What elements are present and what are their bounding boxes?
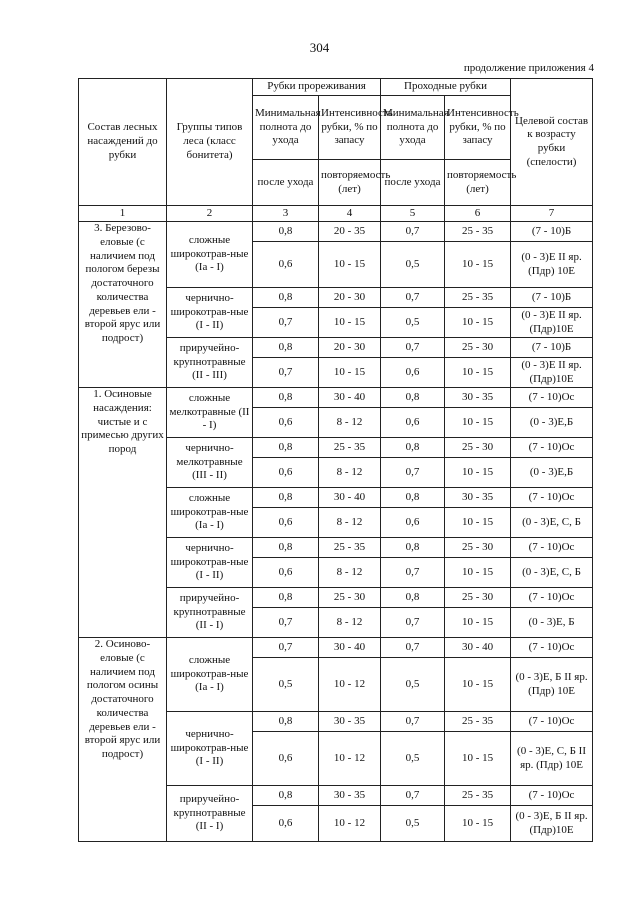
stand-composition-cell: 2. Осиново-еловые (с наличием под пологом осины достаточного количества деревьев ели - второй ярус или подрост)	[79, 638, 167, 842]
forest-type-cell: чернично-широкотрав-ные (I - II)	[167, 288, 253, 338]
forest-care-table	[78, 78, 593, 842]
min-density-2-cell: 0,5	[381, 806, 445, 842]
intensity-2-cell: 25 - 30	[445, 588, 511, 608]
header-min-density: Минимальная полнота до ухода	[253, 96, 319, 160]
intensity-cell: 20 - 30	[319, 338, 381, 358]
min-density-2-cell: 0,8	[381, 488, 445, 508]
target-composition-cell: (7 - 10)Б	[511, 222, 593, 242]
forest-type-cell: приручейно-крупнотравные (II - I)	[167, 588, 253, 638]
min-density-cell: 0,7	[253, 308, 319, 338]
intensity-2-cell: 10 - 15	[445, 558, 511, 588]
target-composition-cell: (0 - 3)Е II яр.(Пдр)10Е	[511, 308, 593, 338]
header-thinning: Рубки прореживания	[253, 79, 381, 96]
intensity-2-cell: 30 - 35	[445, 488, 511, 508]
header-target: Целевой состав к возрасту рубки (спелости)	[511, 79, 593, 206]
target-composition-cell: (7 - 10)Ос	[511, 786, 593, 806]
forest-type-cell: приручейно-крупнотравные (II - III)	[167, 338, 253, 388]
col-number-5: 5	[381, 206, 445, 222]
intensity-cell: 10 - 15	[319, 358, 381, 388]
intensity-2-cell: 10 - 15	[445, 658, 511, 712]
header-after-care: после ухода	[253, 160, 319, 206]
intensity-cell: 10 - 12	[319, 806, 381, 842]
min-density-cell: 0,8	[253, 338, 319, 358]
intensity-cell: 25 - 30	[319, 588, 381, 608]
target-composition-cell: (0 - 3)Е,Б	[511, 458, 593, 488]
intensity-cell: 20 - 35	[319, 222, 381, 242]
min-density-cell: 0,7	[253, 638, 319, 658]
min-density-2-cell: 0,8	[381, 438, 445, 458]
target-composition-cell: (0 - 3)Е, Б II яр. (Пдр) 10Е	[511, 658, 593, 712]
min-density-2-cell: 0,7	[381, 608, 445, 638]
forest-type-cell: сложные широкотрав-ные (Iа - I)	[167, 488, 253, 538]
col-number-7: 7	[511, 206, 593, 222]
intensity-2-cell: 25 - 30	[445, 438, 511, 458]
target-composition-cell: (0 - 3)Е II яр.(Пдр)10Е	[511, 358, 593, 388]
header-intensity-2: Интенсивность рубки, % по запасу	[445, 96, 511, 160]
table-row	[79, 222, 593, 242]
forest-type-cell: сложные мелкотравные (II - I)	[167, 388, 253, 438]
forest-type-cell: чернично-широкотрав-ные (I - II)	[167, 538, 253, 588]
intensity-2-cell: 10 - 15	[445, 358, 511, 388]
continuation-note: продолжение приложения 4	[463, 62, 594, 74]
col-number-1: 1	[79, 206, 167, 222]
target-composition-cell: (7 - 10)Ос	[511, 588, 593, 608]
intensity-2-cell: 30 - 35	[445, 388, 511, 408]
intensity-2-cell: 25 - 35	[445, 712, 511, 732]
forest-type-cell: сложные широкотрав-ные (Iа - I)	[167, 638, 253, 712]
intensity-cell: 10 - 12	[319, 732, 381, 786]
target-composition-cell: (7 - 10)Ос	[511, 638, 593, 658]
min-density-cell: 0,8	[253, 222, 319, 242]
intensity-2-cell: 25 - 35	[445, 222, 511, 242]
col-number-4: 4	[319, 206, 381, 222]
min-density-2-cell: 0,7	[381, 458, 445, 488]
intensity-2-cell: 10 - 15	[445, 732, 511, 786]
col-number-6: 6	[445, 206, 511, 222]
min-density-cell: 0,8	[253, 388, 319, 408]
intensity-2-cell: 10 - 15	[445, 608, 511, 638]
min-density-2-cell: 0,7	[381, 338, 445, 358]
min-density-2-cell: 0,7	[381, 712, 445, 732]
intensity-cell: 20 - 30	[319, 288, 381, 308]
min-density-cell: 0,8	[253, 488, 319, 508]
min-density-2-cell: 0,8	[381, 538, 445, 558]
min-density-cell: 0,8	[253, 786, 319, 806]
intensity-2-cell: 10 - 15	[445, 458, 511, 488]
intensity-2-cell: 25 - 35	[445, 786, 511, 806]
intensity-2-cell: 10 - 15	[445, 308, 511, 338]
target-composition-cell: (7 - 10)Ос	[511, 388, 593, 408]
forest-type-cell: приручейно-крупнотравные (II - I)	[167, 786, 253, 842]
target-composition-cell: (7 - 10)Б	[511, 288, 593, 308]
min-density-cell: 0,6	[253, 242, 319, 288]
target-composition-cell: (7 - 10)Б	[511, 338, 593, 358]
min-density-cell: 0,8	[253, 438, 319, 458]
intensity-cell: 10 - 12	[319, 658, 381, 712]
target-composition-cell: (0 - 3)Е,Б	[511, 408, 593, 438]
min-density-2-cell: 0,7	[381, 786, 445, 806]
forest-type-cell: чернично-широкотрав-ные (I - II)	[167, 712, 253, 786]
min-density-2-cell: 0,6	[381, 358, 445, 388]
header-forest-type: Группы типов леса (класс бонитета)	[167, 79, 253, 206]
intensity-cell: 8 - 12	[319, 458, 381, 488]
min-density-2-cell: 0,5	[381, 732, 445, 786]
min-density-2-cell: 0,6	[381, 508, 445, 538]
intensity-cell: 30 - 35	[319, 712, 381, 732]
header-repeat: повторяемость (лет)	[319, 160, 381, 206]
intensity-cell: 25 - 35	[319, 438, 381, 458]
forest-type-cell: чернично-мелкотравные (III - II)	[167, 438, 253, 488]
stand-composition-cell: 3. Березово-еловые (с наличием под пологом березы достаточного количества деревьев ели - второй ярус или подрост)	[79, 222, 167, 388]
min-density-2-cell: 0,7	[381, 288, 445, 308]
forest-type-cell: сложные широкотрав-ные (Iа - I)	[167, 222, 253, 288]
min-density-cell: 0,8	[253, 288, 319, 308]
min-density-2-cell: 0,5	[381, 658, 445, 712]
min-density-cell: 0,5	[253, 658, 319, 712]
stand-composition-cell: 1. Осиновые насаждения: чистые и с примесью других пород	[79, 388, 167, 638]
target-composition-cell: (0 - 3)Е, С, Б	[511, 508, 593, 538]
header-passing: Проходные рубки	[381, 79, 511, 96]
header-min-density-2: Минимальная полнота до ухода	[381, 96, 445, 160]
header-after-care-2: после ухода	[381, 160, 445, 206]
header-composition: Состав лесных насаждений до рубки	[79, 79, 167, 206]
min-density-cell: 0,6	[253, 508, 319, 538]
intensity-cell: 8 - 12	[319, 508, 381, 538]
intensity-2-cell: 25 - 30	[445, 338, 511, 358]
target-composition-cell: (0 - 3)Е, С, Б II яр. (Пдр) 10Е	[511, 732, 593, 786]
min-density-cell: 0,7	[253, 608, 319, 638]
table-row	[79, 388, 593, 408]
intensity-cell: 10 - 15	[319, 242, 381, 288]
min-density-cell: 0,6	[253, 558, 319, 588]
min-density-2-cell: 0,6	[381, 408, 445, 438]
col-number-2: 2	[167, 206, 253, 222]
intensity-cell: 30 - 40	[319, 388, 381, 408]
intensity-cell: 10 - 15	[319, 308, 381, 338]
min-density-2-cell: 0,7	[381, 222, 445, 242]
target-composition-cell: (7 - 10)Ос	[511, 712, 593, 732]
header-intensity: Интенсивность рубки, % по запасу	[319, 96, 381, 160]
target-composition-cell: (7 - 10)Ос	[511, 538, 593, 558]
min-density-cell: 0,6	[253, 732, 319, 786]
header-repeat-2: повторяемость (лет)	[445, 160, 511, 206]
intensity-2-cell: 30 - 40	[445, 638, 511, 658]
min-density-2-cell: 0,7	[381, 638, 445, 658]
min-density-cell: 0,8	[253, 588, 319, 608]
intensity-2-cell: 25 - 35	[445, 288, 511, 308]
min-density-cell: 0,7	[253, 358, 319, 388]
col-number-3: 3	[253, 206, 319, 222]
target-composition-cell: (7 - 10)Ос	[511, 438, 593, 458]
intensity-cell: 8 - 12	[319, 408, 381, 438]
target-composition-cell: (7 - 10)Ос	[511, 488, 593, 508]
min-density-2-cell: 0,5	[381, 242, 445, 288]
intensity-cell: 25 - 35	[319, 538, 381, 558]
min-density-2-cell: 0,8	[381, 388, 445, 408]
target-composition-cell: (0 - 3)Е, Б	[511, 608, 593, 638]
intensity-2-cell: 10 - 15	[445, 806, 511, 842]
table-row	[79, 638, 593, 658]
min-density-2-cell: 0,8	[381, 588, 445, 608]
min-density-2-cell: 0,7	[381, 558, 445, 588]
intensity-cell: 30 - 35	[319, 786, 381, 806]
min-density-cell: 0,6	[253, 408, 319, 438]
intensity-cell: 30 - 40	[319, 488, 381, 508]
intensity-cell: 8 - 12	[319, 558, 381, 588]
target-composition-cell: (0 - 3)Е II яр. (Пдр) 10Е	[511, 242, 593, 288]
min-density-cell: 0,6	[253, 458, 319, 488]
page-number: 304	[309, 40, 330, 55]
intensity-cell: 8 - 12	[319, 608, 381, 638]
intensity-2-cell: 10 - 15	[445, 242, 511, 288]
intensity-2-cell: 10 - 15	[445, 408, 511, 438]
target-composition-cell: (0 - 3)Е, Б II яр.(Пдр)10Е	[511, 806, 593, 842]
intensity-cell: 30 - 40	[319, 638, 381, 658]
intensity-2-cell: 25 - 30	[445, 538, 511, 558]
intensity-2-cell: 10 - 15	[445, 508, 511, 538]
min-density-cell: 0,8	[253, 538, 319, 558]
min-density-2-cell: 0,5	[381, 308, 445, 338]
target-composition-cell: (0 - 3)Е, С, Б	[511, 558, 593, 588]
min-density-cell: 0,6	[253, 806, 319, 842]
min-density-cell: 0,8	[253, 712, 319, 732]
